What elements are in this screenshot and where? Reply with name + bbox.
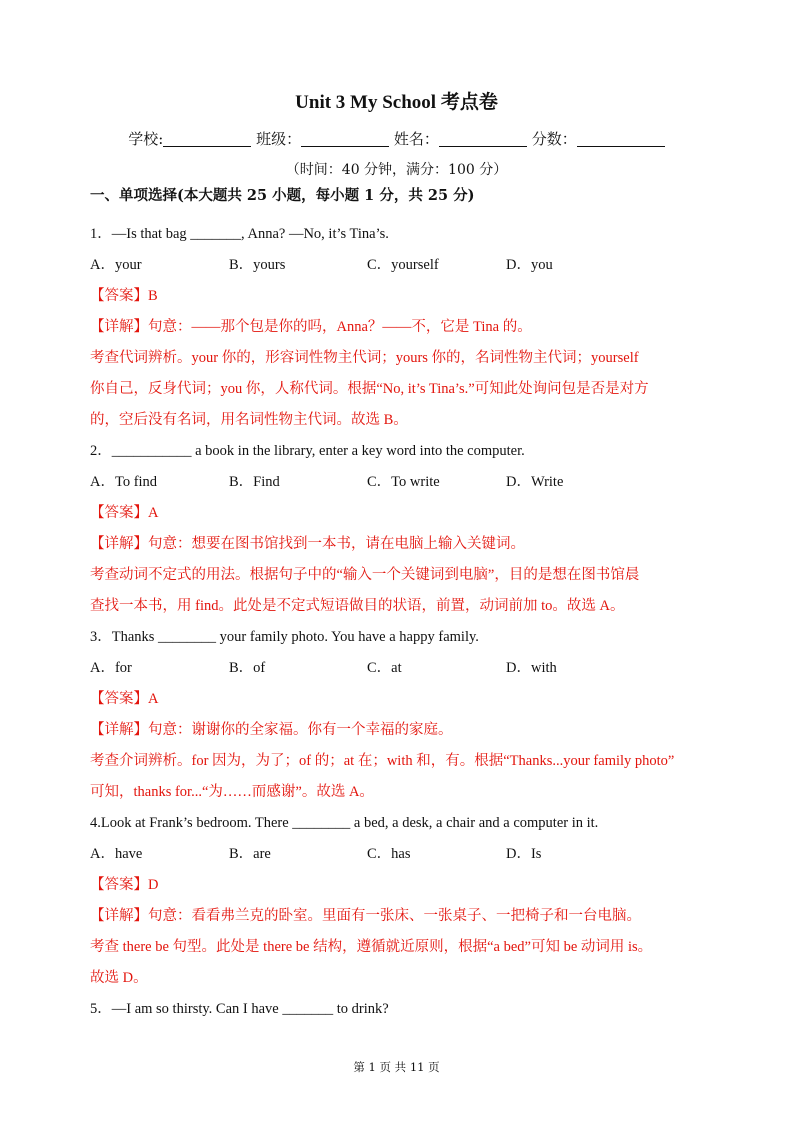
score-label: 分数： [531,130,577,148]
score-blank[interactable] [577,130,665,147]
option-d: D．Is [506,846,542,862]
question-stem: 2．___________ a book in the library, enter a key word into the computer. [90,443,525,459]
question-3 [90,622,706,808]
page-footer: 第 1 页 共 11 页 [353,1060,440,1074]
option-d: D．with [506,660,557,676]
explanation-line: 考查代词辨析。your 你的，形容词性物主代词；yours 你的，名词性物主代词；yourself [90,350,639,366]
explanation-line: 【详解】句意：看看弗兰克的卧室。里面有一张床、一张桌子、一把椅子和一台电脑。 [90,908,641,924]
option-b: B．yours [229,257,286,273]
question-5 [90,994,706,1025]
question-1 [90,219,706,436]
option-b: B．of [229,660,266,676]
student-info-line [0,127,793,151]
explanation-line: 考查介词辨析。for 因为，为了；of 的；at 在；with 和，有。根据“Thanks...your family photo” [90,753,675,769]
name-blank[interactable] [439,130,527,147]
option-b: B．are [229,846,271,862]
explanation-line: 【详解】句意：想要在图书馆找到一本书，请在电脑上输入关键词。 [90,536,525,552]
answer-line: 【答案】D [90,877,159,893]
question-stem: 1．—Is that bag _______, Anna? —No, it’s Tina’s. [90,226,389,242]
option-d: D．Write [506,474,564,490]
question-4 [90,808,706,994]
explanation-line: 考查动词不定式的用法。根据句子中的“输入一个关键词到电脑”，目的是想在图书馆晨 [90,567,640,583]
question-stem: 4.Look at Frank’s bedroom. There ________ a bed, a desk, a chair and a computer in it. [90,815,599,831]
option-row [90,467,706,498]
explanation-line: 【详解】句意：谢谢你的全家福。你有一个幸福的家庭。 [90,722,453,738]
class-blank[interactable] [301,130,389,147]
option-d: D．you [506,257,553,273]
explanation-line: 【详解】句意：——那个包是你的吗，Anna？——不，它是 Tina 的。 [90,319,532,335]
option-a: A．To find [90,474,158,490]
class-label: 班级： [256,130,302,148]
explanation-line: 你自己，反身代词；you 你，人称代词。根据“No, it’s Tina’s.”可知此处询问包是否是对方 [90,381,649,397]
option-row [90,653,706,684]
section-heading: 一、单项选择(本大题共 25 小题，每小题 1 分，共 25 分) [90,187,475,204]
name-label: 姓名： [393,130,439,148]
option-a: A．your [90,257,142,273]
question-stem: 5．—I am so thirsty. Can I have _______ to drink? [90,1001,389,1017]
option-b: B．Find [229,474,280,490]
option-row [90,250,706,281]
explanation-line: 的，空后没有名词，用名词性物主代词。故选 B。 [90,412,408,428]
question-2 [90,436,706,622]
option-c: C．To write [367,474,440,490]
time-note: （时间：40 分钟，满分：100 分） [285,162,508,178]
page-title: Unit 3 My School 考点卷 [295,92,498,113]
explanation-line: 故选 D。 [90,970,148,986]
option-a: A．for [90,660,132,676]
option-c: C．at [367,660,402,676]
option-c: C．yourself [367,257,439,273]
explanation-line: 查找一本书，用 find。此处是不定式短语做目的状语，前置，动词前加 to。故选 A。 [90,598,625,614]
school-blank[interactable] [163,130,251,147]
question-stem: 3．Thanks ________ your family photo. You have a happy family. [90,629,479,645]
answer-line: 【答案】A [90,691,159,707]
option-c: C．has [367,846,411,862]
explanation-line: 可知，thanks for...“为……而感谢”。故选 A。 [90,784,374,800]
option-row [90,839,706,870]
school-label: 学校: [128,130,164,148]
explanation-line: 考查 there be 句型。此处是 there be 结构，遵循就近原则，根据“a bed”可知 be 动词用 is。 [90,939,653,955]
answer-line: 【答案】B [90,288,158,304]
option-a: A．have [90,846,143,862]
answer-line: 【答案】A [90,505,159,521]
question-list [90,219,706,1025]
